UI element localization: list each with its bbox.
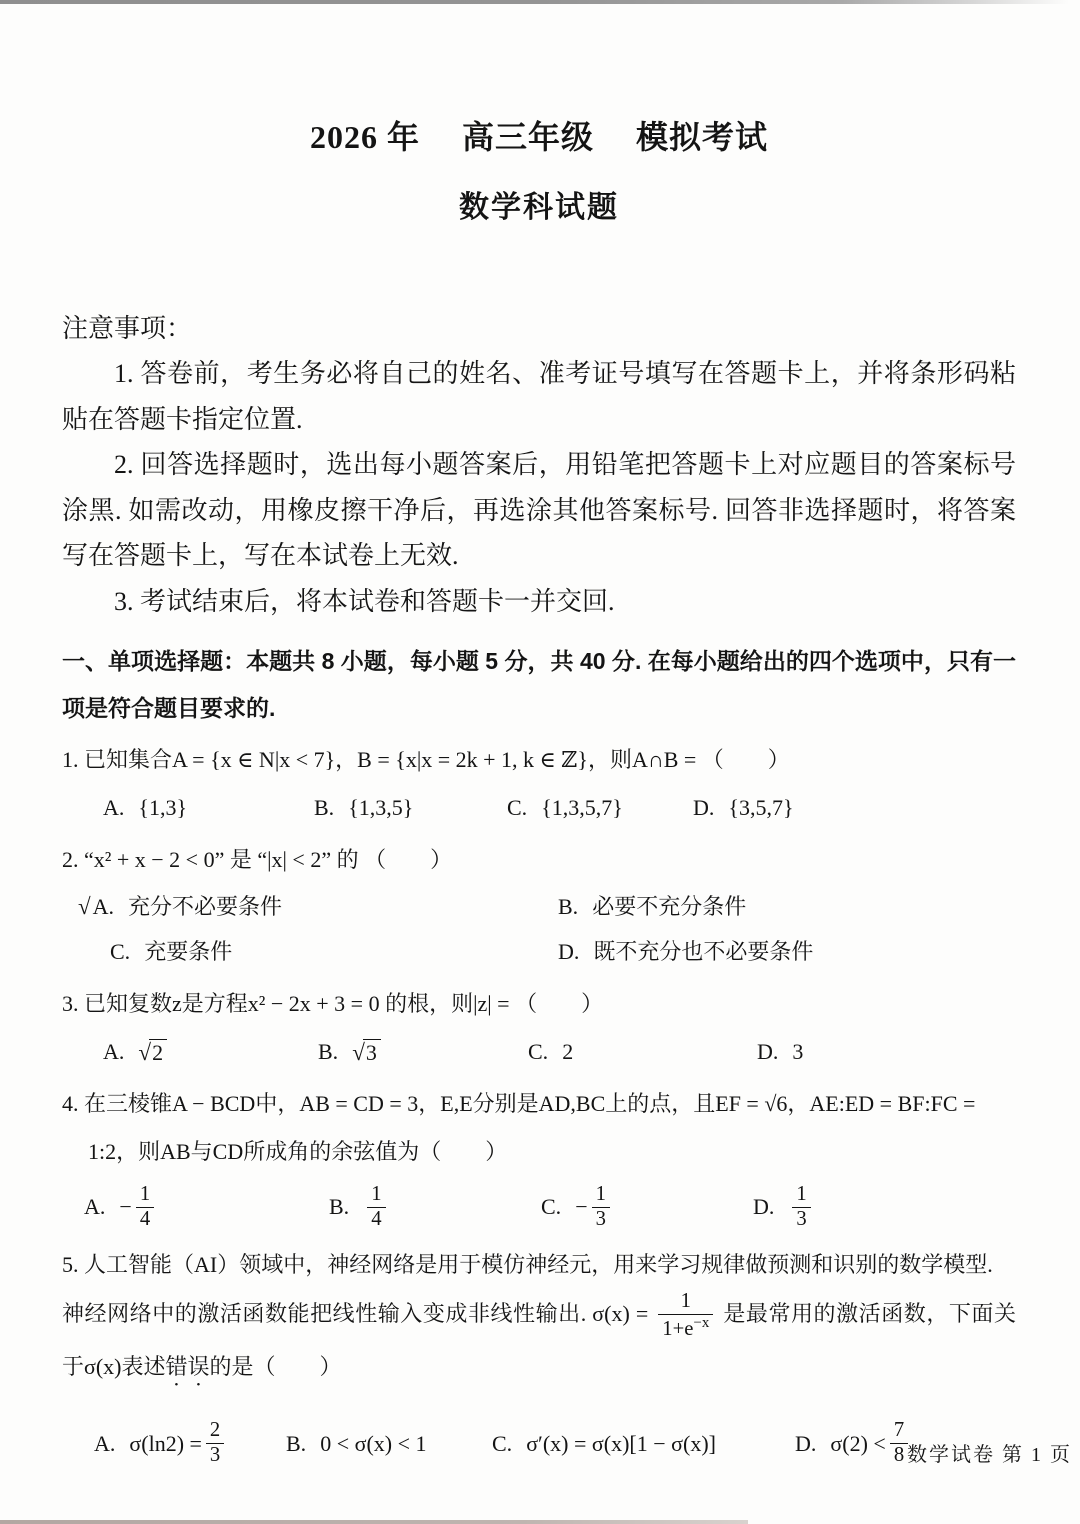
scan-edge-bottom (0, 1520, 748, 1524)
scan-edge-top (0, 0, 1080, 4)
numerator: 2 (206, 1419, 224, 1444)
notice-item-3: 3. 考试结束后，将本试卷和答题卡一并交回. (114, 586, 615, 616)
numerator: 1 (658, 1290, 713, 1315)
option-label: C. (528, 1039, 549, 1064)
denominator: 3 (796, 1207, 807, 1230)
option-label: D. (693, 795, 715, 820)
notice-heading: 注意事项： (62, 314, 193, 343)
denominator-base: 1+e (662, 1317, 694, 1340)
option-text: {1,3,5} (348, 795, 414, 820)
emphasized-word: 错误 (165, 1353, 210, 1379)
q5-option-a (94, 1419, 286, 1468)
fraction (367, 1183, 385, 1232)
radicand: 3 (363, 1039, 381, 1065)
question-5-stem (62, 1240, 1016, 1391)
option-text: 必要不充分条件 (592, 894, 747, 919)
q1-option-a (103, 784, 314, 832)
denominator: 8 (893, 1444, 905, 1467)
option-label: B. (558, 894, 579, 919)
fraction (792, 1183, 810, 1232)
numerator: 7 (890, 1419, 908, 1444)
numerator: 1 (136, 1183, 154, 1208)
q5-stem-line-1: 5. 人工智能（AI）领域中，神经网络是用于模仿神经元，用来学习规律做预测和识别的数学模型. (62, 1252, 993, 1277)
question-3-options (62, 1028, 1016, 1076)
option-label: A. (92, 894, 115, 919)
denominator: 3 (209, 1444, 221, 1467)
q2-option-b (558, 884, 746, 929)
option-text: {1,3,5,7} (541, 795, 623, 820)
q4-option-d (753, 1183, 815, 1232)
option-text: {3,5,7} (728, 795, 794, 820)
option-label: C. (492, 1430, 513, 1456)
option-label: B. (314, 795, 335, 820)
q4-option-c (541, 1183, 753, 1232)
option-expression: σ(ln2) = (129, 1430, 202, 1456)
option-expression: σ(2) < (830, 1430, 886, 1456)
numerator: 1 (792, 1183, 810, 1208)
option-label: A. (103, 795, 125, 820)
option-text: σ′(x) = σ(x)[1 − σ(x)] (526, 1430, 717, 1456)
q3-option-c (528, 1028, 757, 1076)
q5-stem-text-mid: 是最常用的激活函数，下面关于σ(x)表述 (62, 1301, 1016, 1379)
option-text: 0 < σ(x) < 1 (320, 1430, 427, 1456)
option-text: {1,3} (138, 795, 188, 820)
denominator: 4 (371, 1207, 382, 1230)
q5-option-c (492, 1420, 795, 1468)
fraction (890, 1419, 908, 1468)
denominator: 3 (595, 1207, 606, 1230)
q4-option-a (84, 1183, 329, 1232)
option-label: A. (84, 1194, 106, 1219)
q1-option-b (314, 784, 507, 832)
q1-option-d (693, 784, 794, 832)
option-label: B. (318, 1039, 339, 1064)
answer-check-mark: √ (78, 894, 91, 919)
section-1-header: 一、单项选择题：本题共 8 小题，每小题 5 分，共 40 分. 在每小题给出的四个选项中，只有一项是符合题目要求的. (62, 648, 1016, 721)
sqrt-expression (138, 1039, 167, 1066)
minus-sign: − (575, 1194, 588, 1219)
option-text: 充要条件 (144, 939, 233, 964)
q2-option-c (110, 929, 558, 974)
q5-stem-text-post: 的是（ ） (209, 1353, 342, 1379)
sigmoid-fraction (658, 1290, 713, 1341)
option-label: C. (110, 939, 131, 964)
notice-item-2: 2. 回答选择题时，选出每小题答案后，用铅笔把答题卡上对应题目的答案标号涂黑. 如需改动，用橡皮擦干净后，再选涂其他答案标号. 回答非选择题时，将答案写在答题卡上，写在本试卷上无效. (62, 450, 1016, 570)
q3-option-a (103, 1028, 318, 1076)
option-label: D. (795, 1430, 817, 1456)
q2-option-a (78, 884, 558, 929)
option-label: D. (757, 1039, 779, 1064)
q3-option-b (318, 1028, 528, 1076)
question-4-stem-line-1: 4. 在三棱锥A − BCD中，AB = CD = 3，E,E分别是AD,BC上的点，且EF = √6，AE:ED = BF:FC = (62, 1091, 976, 1116)
question-1-options (62, 784, 1016, 832)
question-1-stem: 1. 已知集合A = {x ∈ N|x < 7}，B = {x|x = 2k + 1, k ∈ ℤ}，则A∩B = （ ） (62, 747, 790, 772)
numerator: 1 (592, 1183, 610, 1208)
option-label: A. (103, 1039, 125, 1064)
option-label: D. (753, 1194, 775, 1219)
option-text: 2 (562, 1039, 574, 1064)
q4-option-b (329, 1183, 541, 1232)
fraction (206, 1419, 224, 1468)
radical-sign: √ (138, 1038, 152, 1065)
q1-option-c (507, 784, 693, 832)
question-5-options (62, 1413, 1016, 1475)
question-2-options-row-1 (62, 884, 1016, 929)
q5-option-b (286, 1420, 492, 1468)
question-3-stem: 3. 已知复数z是方程x² − 2x + 3 = 0 的根，则|z| = （ ） (62, 991, 604, 1016)
option-label: B. (286, 1430, 307, 1456)
q2-option-d (558, 929, 813, 974)
denominator-exponent: −x (693, 1315, 710, 1332)
q5-stem-text-pre: 神经网络中的激活函数能把线性输入变成非线性输出. σ(x) = (62, 1301, 655, 1326)
option-label: D. (558, 939, 580, 964)
sqrt-expression (352, 1039, 381, 1066)
option-label: B. (329, 1194, 350, 1219)
fraction (136, 1183, 154, 1232)
denominator: 4 (139, 1207, 151, 1230)
q5-option-d (795, 1419, 912, 1468)
page-subtitle: 数学科试题 (459, 191, 619, 224)
radicand: 2 (149, 1039, 167, 1065)
page-footer: 数学试卷 第 1 页 (907, 1444, 1072, 1466)
question-2-options-row-2 (62, 929, 1016, 974)
question-2-stem: 2. “x² + x − 2 < 0” 是 “|x| < 2” 的 （ ） (62, 847, 453, 872)
denominator (658, 1315, 713, 1342)
option-label: C. (541, 1194, 562, 1219)
page-title: 2026 年 高三年级 模拟考试 (309, 119, 768, 155)
notice-item-1: 1. 答卷前，考生务必将自己的姓名、准考证号填写在答题卡上，并将条形码粘贴在答题卡指定位置. (62, 359, 1016, 434)
question-4-options (62, 1176, 1016, 1238)
numerator: 1 (367, 1183, 385, 1208)
q3-option-d (757, 1028, 803, 1076)
option-text: 充分不必要条件 (128, 894, 283, 919)
question-4-stem-line-2: 1:2，则AB与CD所成角的余弦值为（ ） (88, 1139, 508, 1164)
fraction (592, 1183, 610, 1232)
radical-sign: √ (352, 1038, 365, 1065)
option-text: 既不充分也不必要条件 (593, 939, 814, 964)
option-text: 3 (792, 1039, 804, 1064)
option-label: A. (94, 1430, 116, 1456)
minus-sign: − (119, 1194, 132, 1219)
option-label: C. (507, 795, 528, 820)
